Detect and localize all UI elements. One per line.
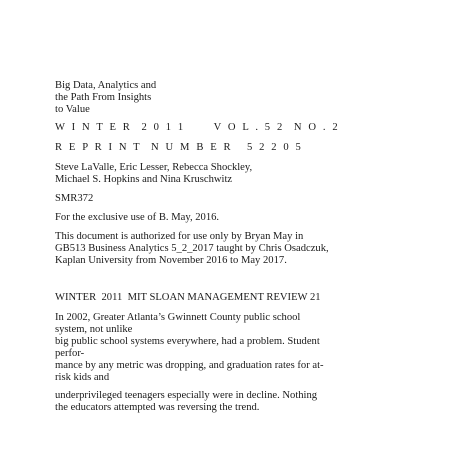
- document-code: SMR372: [55, 193, 94, 204]
- body-line: risk kids and: [55, 372, 110, 383]
- body-line: perfor-: [55, 348, 85, 359]
- body-line: underprivileged teenagers especially were in decline. Nothing: [55, 390, 318, 401]
- authorization-line: This document is authorized for use only by Bryan May in: [55, 231, 304, 242]
- author-line: Michael S. Hopkins and Nina Kruschwitz: [55, 174, 233, 185]
- article-title-line: the Path From Insights: [55, 92, 152, 103]
- article-title-line: Big Data, Analytics and: [55, 80, 157, 91]
- authorization-line: GB513 Business Analytics 5_2_2017 taught by Chris Osadczuk,: [55, 243, 329, 254]
- body-line: In 2002, Greater Atlanta’s Gwinnett County public school: [55, 312, 301, 323]
- body-line: the educators attempted was reversing the trend.: [55, 402, 260, 413]
- reprint-number: R E P R I N T N U M B E R 5 2 2 0 5: [55, 142, 303, 153]
- author-line: Steve LaValle, Eric Lesser, Rebecca Shockley,: [55, 162, 253, 173]
- exclusive-use-notice: For the exclusive use of B. May, 2016.: [55, 212, 220, 223]
- running-header: WINTER 2011 MIT SLOAN MANAGEMENT REVIEW 21: [55, 292, 321, 303]
- body-line: system, not unlike: [55, 324, 133, 335]
- body-line: mance by any metric was dropping, and graduation rates for at-: [55, 360, 324, 371]
- authorization-line: Kaplan University from November 2016 to May 2017.: [55, 255, 287, 266]
- issue-line: W I N T E R 2 0 1 1 V O L . 5 2 N O . 2: [55, 122, 340, 133]
- body-line: big public school systems everywhere, had a problem. Student: [55, 336, 320, 347]
- article-title-line: to Value: [55, 104, 90, 115]
